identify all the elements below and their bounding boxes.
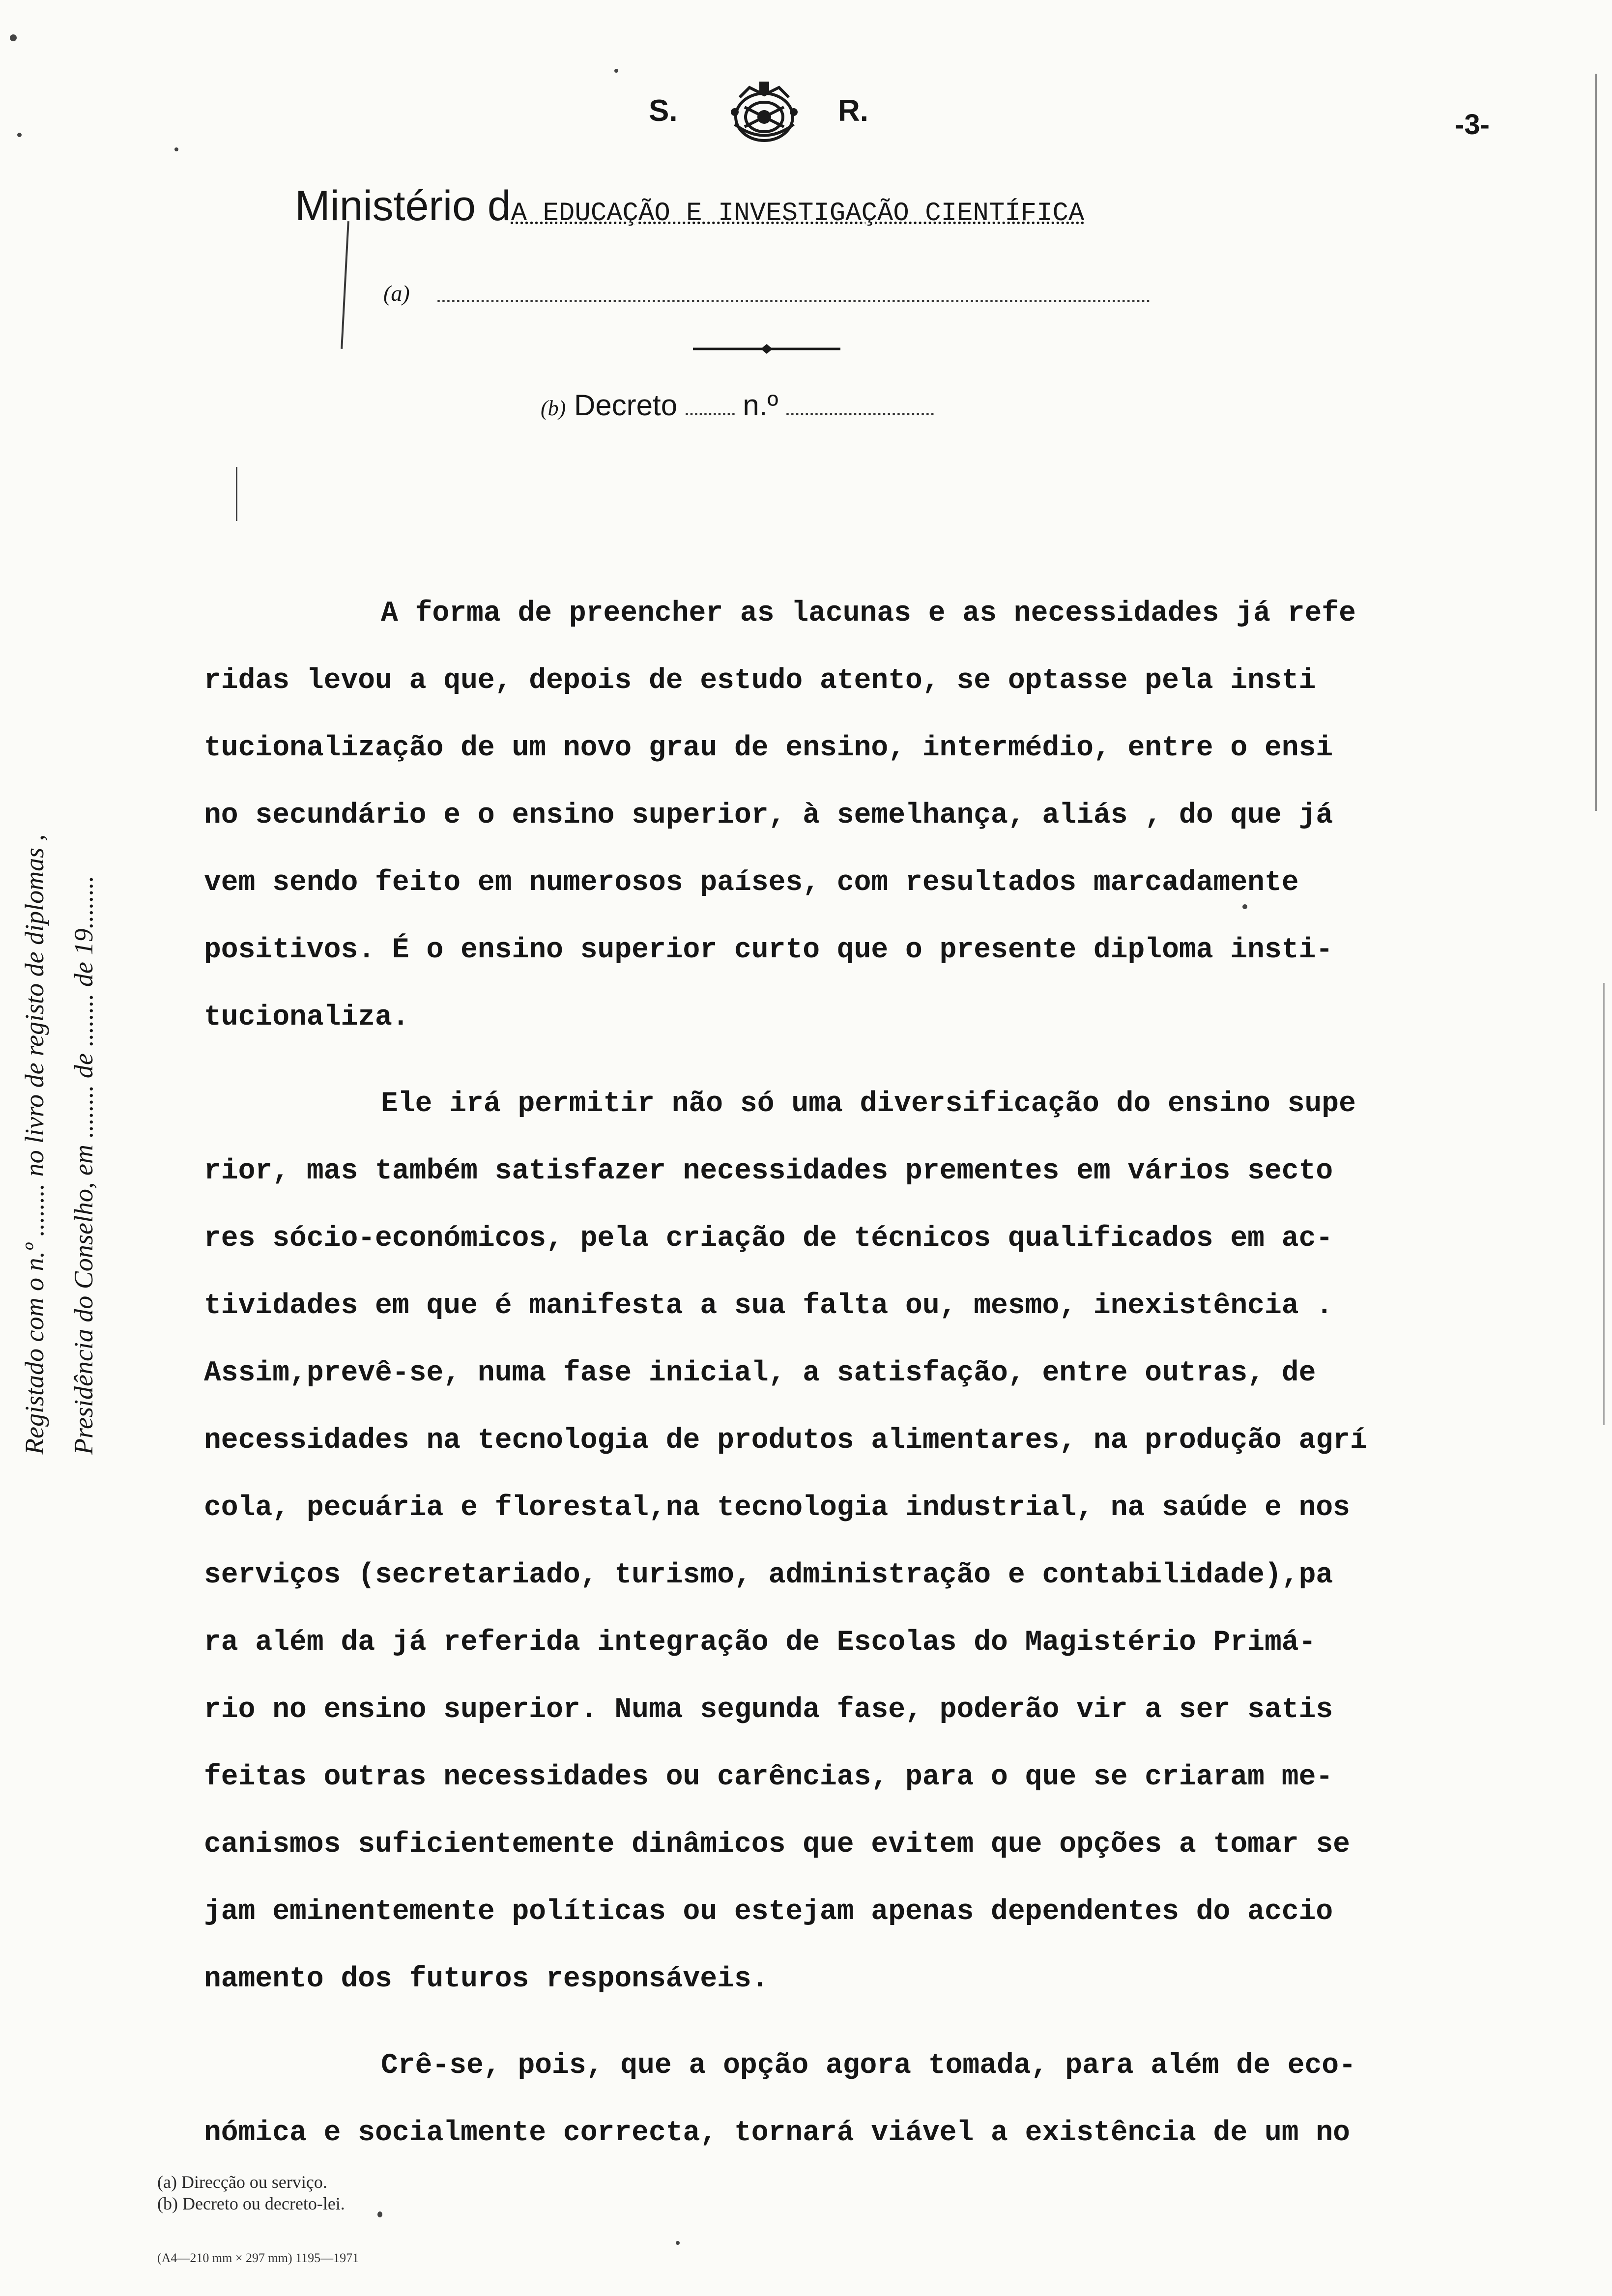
decree-note-marker: (b) — [541, 396, 566, 420]
footnote-b: (b) Decreto ou decreto-lei. — [157, 2194, 345, 2213]
text-line: A forma de preencher as lacunas e as necessidades já refe — [381, 598, 1356, 630]
coat-of-arms-icon — [720, 78, 808, 151]
text-line: res sócio-económicos, pela criação de técnicos qualificados em ac- — [204, 1223, 1333, 1255]
text-line: tucionalização de um novo grau de ensino, intermédio, entre o ensi — [204, 732, 1333, 764]
text-line: jam eminentemente políticas ou estejam apenas dependentes do accio — [204, 1896, 1333, 1928]
decree-number-blank — [786, 413, 934, 415]
decree-number-label: n.º — [743, 389, 778, 422]
footnote-a: (a) Direcção ou serviço. — [157, 2172, 327, 2192]
text-line: ridas levou a que, depois de estudo atento, se optasse pela insti — [204, 665, 1316, 697]
footnotes — [157, 2171, 345, 2214]
text-line: tividades em que é manifesta a sua falta ou, mesmo, inexistência . — [204, 1290, 1333, 1322]
text-line: rior, mas também satisfazer necessidades prementes em vários secto — [204, 1155, 1333, 1187]
text-line: ra além da já referida integração de Escolas do Magistério Primá- — [204, 1627, 1316, 1659]
scan-edge-line — [1595, 74, 1597, 811]
scan-speck — [614, 69, 618, 73]
form-code: (A4—210 mm × 297 mm) 1195—1971 — [157, 2251, 359, 2265]
divider-ornament-icon — [693, 344, 840, 354]
ministry-title — [295, 182, 1084, 230]
field-a-label: (a) — [383, 281, 410, 306]
body-text — [204, 580, 1551, 2167]
text-line: tucionaliza. — [204, 1002, 409, 1033]
hand-mark-line — [341, 221, 349, 349]
text-line: no secundário e o ensino superior, à semelhança, aliás , do que já — [204, 800, 1333, 832]
text-line: Ele irá permitir não só uma diversificação do ensino supe — [381, 1088, 1356, 1120]
text-line: rio no ensino superior. Numa segunda fase, poderão vir a ser satis — [204, 1694, 1333, 1726]
field-a-blank-line — [437, 300, 1150, 302]
scan-speck — [377, 2211, 382, 2217]
hand-mark-line — [236, 467, 237, 521]
text-line: nómica e socialmente correcta, tornará viável a existência de um no — [204, 2117, 1350, 2149]
scan-speck — [174, 147, 178, 151]
margin-line-registration: Registado com o n.º ........ no livro de registo de diplomas , — [20, 834, 49, 1455]
scan-speck — [10, 34, 17, 41]
text-line: feitas outras necessidades ou carências, para o que se criaram me- — [204, 1761, 1333, 1793]
text-line: canismos suficientemente dinâmicos que evitem que opções a tomar se — [204, 1829, 1350, 1861]
text-line: serviços (secretariado, turismo, administração e contabilidade),pa — [204, 1559, 1333, 1591]
margin-line-presidency: Presidência do Conselho, em ........ de ........ de 19........ — [69, 875, 98, 1455]
text-line: positivos. É o ensino superior curto que o presente diploma insti- — [204, 934, 1333, 966]
text-line: vem sendo feito em numerosos países, com resultados marcadamente — [204, 867, 1299, 899]
decree-heading — [541, 388, 934, 422]
text-line: necessidades na tecnologia de produtos alimentares, na produção agrí — [204, 1425, 1367, 1457]
scan-speck — [17, 133, 22, 137]
header-right-letter: R. — [838, 94, 868, 128]
text-line: namento dos futuros responsáveis. — [204, 1963, 769, 1995]
scan-speck — [676, 2241, 680, 2245]
ministry-prefix: Ministério d — [295, 182, 511, 230]
page-number: -3- — [1455, 109, 1490, 141]
decree-word: Decreto — [574, 389, 678, 422]
header-left-letter: S. — [649, 94, 678, 128]
decree-type-blank — [686, 413, 735, 415]
scan-edge-line — [1603, 983, 1605, 1425]
text-line: cola, pecuária e florestal,na tecnologia industrial, na saúde e nos — [204, 1492, 1350, 1524]
text-line: Assim,prevê-se, numa fase inicial, a satisfação, entre outras, de — [204, 1357, 1316, 1389]
margin-registration-note — [10, 541, 108, 1474]
ministry-name: A EDUCAÇÃO E INVESTIGAÇÃO CIENTÍFICA — [511, 199, 1085, 229]
text-line: Crê-se, pois, que a opção agora tomada, para além de eco- — [381, 2050, 1356, 2082]
